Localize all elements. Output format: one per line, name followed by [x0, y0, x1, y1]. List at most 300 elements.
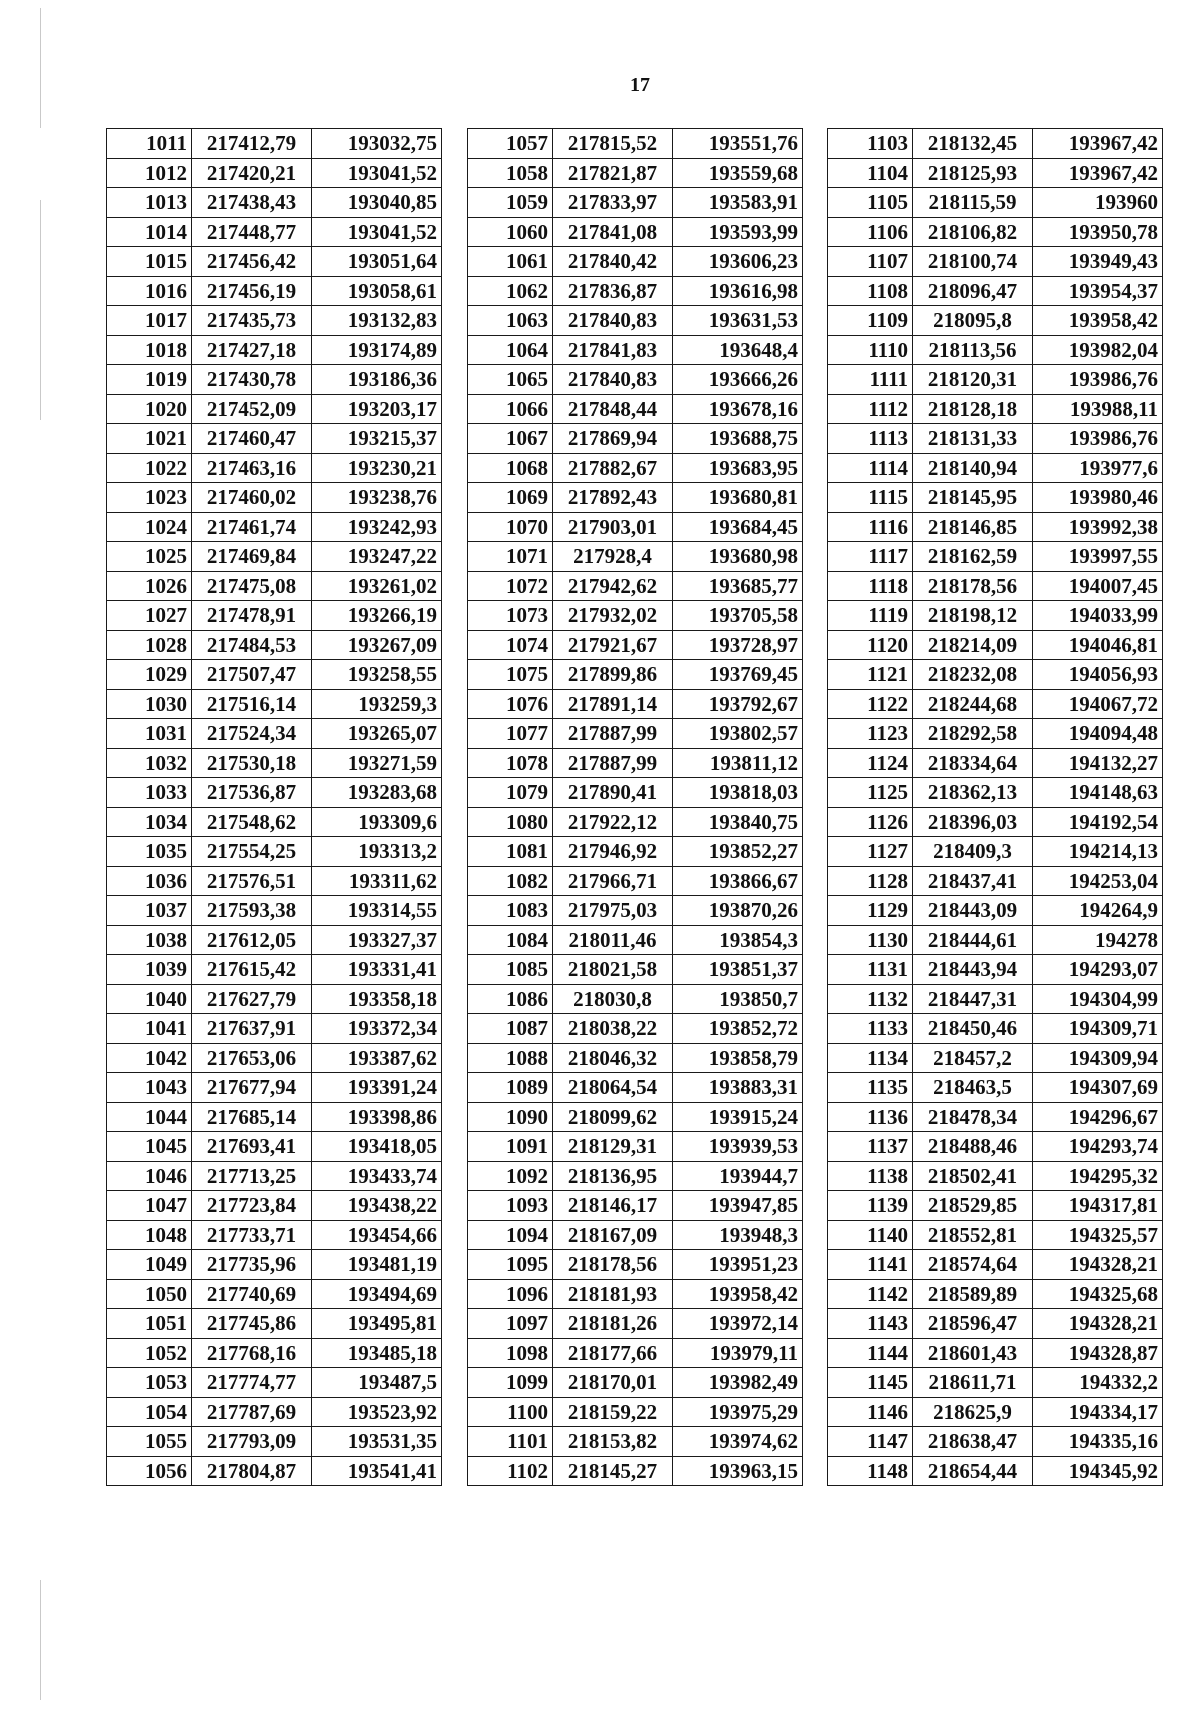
point-number-cell: 1033 — [107, 778, 192, 808]
point-number-cell: 1046 — [107, 1161, 192, 1191]
point-number-cell: 1070 — [468, 512, 553, 542]
table-row — [468, 1397, 803, 1427]
x-coordinate-cell: 217774,77 — [192, 1368, 312, 1398]
table-row — [468, 276, 803, 306]
table-row — [828, 335, 1163, 365]
x-coordinate-cell: 218132,45 — [913, 129, 1033, 159]
point-number-cell: 1127 — [828, 837, 913, 867]
point-number-cell: 1093 — [468, 1191, 553, 1221]
y-coordinate-cell: 193215,37 — [312, 424, 442, 454]
y-coordinate-cell: 193372,34 — [312, 1014, 442, 1044]
x-coordinate-cell: 218038,22 — [553, 1014, 673, 1044]
point-number-cell: 1087 — [468, 1014, 553, 1044]
y-coordinate-cell: 193648,4 — [673, 335, 803, 365]
table-row — [107, 1073, 442, 1103]
table-row — [828, 247, 1163, 277]
table-row — [107, 1132, 442, 1162]
coordinates-table-1 — [106, 128, 442, 1486]
point-number-cell: 1107 — [828, 247, 913, 277]
x-coordinate-cell: 218146,17 — [553, 1191, 673, 1221]
table-row — [828, 807, 1163, 837]
x-coordinate-cell: 217612,05 — [192, 925, 312, 955]
table-row — [107, 1397, 442, 1427]
y-coordinate-cell: 194033,99 — [1033, 601, 1163, 631]
table-row — [828, 1309, 1163, 1339]
point-number-cell: 1125 — [828, 778, 913, 808]
point-number-cell: 1043 — [107, 1073, 192, 1103]
page-number: 17 — [630, 74, 650, 96]
x-coordinate-cell: 218170,01 — [553, 1368, 673, 1398]
table-row — [468, 571, 803, 601]
y-coordinate-cell: 193606,23 — [673, 247, 803, 277]
point-number-cell: 1114 — [828, 453, 913, 483]
x-coordinate-cell: 217478,91 — [192, 601, 312, 631]
table-row — [828, 1368, 1163, 1398]
table-row — [107, 925, 442, 955]
point-number-cell: 1053 — [107, 1368, 192, 1398]
y-coordinate-cell: 194335,16 — [1033, 1427, 1163, 1457]
x-coordinate-cell: 217922,12 — [553, 807, 673, 837]
x-coordinate-cell: 217966,71 — [553, 866, 673, 896]
x-coordinate-cell: 218167,09 — [553, 1220, 673, 1250]
point-number-cell: 1051 — [107, 1309, 192, 1339]
point-number-cell: 1136 — [828, 1102, 913, 1132]
x-coordinate-cell: 217427,18 — [192, 335, 312, 365]
point-number-cell: 1142 — [828, 1279, 913, 1309]
point-number-cell: 1147 — [828, 1427, 913, 1457]
table-row — [828, 1014, 1163, 1044]
point-number-cell: 1020 — [107, 394, 192, 424]
x-coordinate-cell: 218177,66 — [553, 1338, 673, 1368]
x-coordinate-cell: 218198,12 — [913, 601, 1033, 631]
point-number-cell: 1096 — [468, 1279, 553, 1309]
table-row — [468, 306, 803, 336]
point-number-cell: 1034 — [107, 807, 192, 837]
y-coordinate-cell: 193852,27 — [673, 837, 803, 867]
y-coordinate-cell: 193960 — [1033, 188, 1163, 218]
x-coordinate-cell: 218443,09 — [913, 896, 1033, 926]
table-row — [468, 424, 803, 454]
x-coordinate-cell: 217461,74 — [192, 512, 312, 542]
table-row — [828, 129, 1163, 159]
point-number-cell: 1022 — [107, 453, 192, 483]
y-coordinate-cell: 194056,93 — [1033, 660, 1163, 690]
point-number-cell: 1112 — [828, 394, 913, 424]
point-number-cell: 1110 — [828, 335, 913, 365]
x-coordinate-cell: 218232,08 — [913, 660, 1033, 690]
y-coordinate-cell: 193454,66 — [312, 1220, 442, 1250]
y-coordinate-cell: 193852,72 — [673, 1014, 803, 1044]
y-coordinate-cell: 193840,75 — [673, 807, 803, 837]
point-number-cell: 1066 — [468, 394, 553, 424]
x-coordinate-cell: 218011,46 — [553, 925, 673, 955]
y-coordinate-cell: 193858,79 — [673, 1043, 803, 1073]
y-coordinate-cell: 193271,59 — [312, 748, 442, 778]
table-row — [828, 1250, 1163, 1280]
y-coordinate-cell: 193974,62 — [673, 1427, 803, 1457]
point-number-cell: 1145 — [828, 1368, 913, 1398]
table-row — [107, 247, 442, 277]
y-coordinate-cell: 193866,67 — [673, 866, 803, 896]
x-coordinate-cell: 217804,87 — [192, 1456, 312, 1486]
y-coordinate-cell: 193683,95 — [673, 453, 803, 483]
point-number-cell: 1078 — [468, 748, 553, 778]
point-number-cell: 1037 — [107, 896, 192, 926]
x-coordinate-cell: 218529,85 — [913, 1191, 1033, 1221]
table-row — [468, 1014, 803, 1044]
y-coordinate-cell: 193802,57 — [673, 719, 803, 749]
y-coordinate-cell: 194214,13 — [1033, 837, 1163, 867]
y-coordinate-cell: 193058,61 — [312, 276, 442, 306]
x-coordinate-cell: 217793,09 — [192, 1427, 312, 1457]
x-coordinate-cell: 217975,03 — [553, 896, 673, 926]
x-coordinate-cell: 218444,61 — [913, 925, 1033, 955]
point-number-cell: 1067 — [468, 424, 553, 454]
y-coordinate-cell: 193811,12 — [673, 748, 803, 778]
y-coordinate-cell: 193705,58 — [673, 601, 803, 631]
y-coordinate-cell: 193951,23 — [673, 1250, 803, 1280]
point-number-cell: 1131 — [828, 955, 913, 985]
y-coordinate-cell: 194296,67 — [1033, 1102, 1163, 1132]
y-coordinate-cell: 193283,68 — [312, 778, 442, 808]
x-coordinate-cell: 218601,43 — [913, 1338, 1033, 1368]
y-coordinate-cell: 194328,21 — [1033, 1250, 1163, 1280]
table-row — [828, 571, 1163, 601]
point-number-cell: 1090 — [468, 1102, 553, 1132]
point-number-cell: 1106 — [828, 217, 913, 247]
x-coordinate-cell: 218292,58 — [913, 719, 1033, 749]
point-number-cell: 1115 — [828, 483, 913, 513]
x-coordinate-cell: 217787,69 — [192, 1397, 312, 1427]
point-number-cell: 1129 — [828, 896, 913, 926]
table-row — [468, 483, 803, 513]
y-coordinate-cell: 193494,69 — [312, 1279, 442, 1309]
table-row — [828, 1073, 1163, 1103]
y-coordinate-cell: 193982,49 — [673, 1368, 803, 1398]
x-coordinate-cell: 217882,67 — [553, 453, 673, 483]
x-coordinate-cell: 217903,01 — [553, 512, 673, 542]
point-number-cell: 1024 — [107, 512, 192, 542]
y-coordinate-cell: 193313,2 — [312, 837, 442, 867]
table-row — [107, 866, 442, 896]
y-coordinate-cell: 193948,3 — [673, 1220, 803, 1250]
point-number-cell: 1047 — [107, 1191, 192, 1221]
point-number-cell: 1044 — [107, 1102, 192, 1132]
x-coordinate-cell: 218131,33 — [913, 424, 1033, 454]
table-row — [828, 1279, 1163, 1309]
y-coordinate-cell: 193666,26 — [673, 365, 803, 395]
x-coordinate-cell: 217815,52 — [553, 129, 673, 159]
point-number-cell: 1108 — [828, 276, 913, 306]
point-number-cell: 1023 — [107, 483, 192, 513]
x-coordinate-cell: 217713,25 — [192, 1161, 312, 1191]
y-coordinate-cell: 193327,37 — [312, 925, 442, 955]
x-coordinate-cell: 217460,47 — [192, 424, 312, 454]
x-coordinate-cell: 218140,94 — [913, 453, 1033, 483]
point-number-cell: 1144 — [828, 1338, 913, 1368]
y-coordinate-cell: 194334,17 — [1033, 1397, 1163, 1427]
point-number-cell: 1077 — [468, 719, 553, 749]
x-coordinate-cell: 217637,91 — [192, 1014, 312, 1044]
table-row — [107, 276, 442, 306]
point-number-cell: 1029 — [107, 660, 192, 690]
y-coordinate-cell: 193438,22 — [312, 1191, 442, 1221]
table-row — [828, 837, 1163, 867]
table-row — [107, 424, 442, 454]
x-coordinate-cell: 218145,27 — [553, 1456, 673, 1486]
y-coordinate-cell: 193311,62 — [312, 866, 442, 896]
point-number-cell: 1016 — [107, 276, 192, 306]
table-row — [828, 660, 1163, 690]
table-row — [107, 1014, 442, 1044]
x-coordinate-cell: 217869,94 — [553, 424, 673, 454]
point-number-cell: 1080 — [468, 807, 553, 837]
table-row — [107, 837, 442, 867]
point-number-cell: 1039 — [107, 955, 192, 985]
x-coordinate-cell: 217735,96 — [192, 1250, 312, 1280]
x-coordinate-cell: 217593,38 — [192, 896, 312, 926]
y-coordinate-cell: 194148,63 — [1033, 778, 1163, 808]
x-coordinate-cell: 217932,02 — [553, 601, 673, 631]
point-number-cell: 1071 — [468, 542, 553, 572]
point-number-cell: 1102 — [468, 1456, 553, 1486]
point-number-cell: 1063 — [468, 306, 553, 336]
point-number-cell: 1134 — [828, 1043, 913, 1073]
y-coordinate-cell: 193051,64 — [312, 247, 442, 277]
y-coordinate-cell: 193309,6 — [312, 807, 442, 837]
point-number-cell: 1076 — [468, 689, 553, 719]
table-row — [107, 306, 442, 336]
y-coordinate-cell: 193041,52 — [312, 217, 442, 247]
table-row — [468, 1368, 803, 1398]
x-coordinate-cell: 217733,71 — [192, 1220, 312, 1250]
point-number-cell: 1038 — [107, 925, 192, 955]
table-row — [828, 778, 1163, 808]
table-row — [468, 984, 803, 1014]
x-coordinate-cell: 217848,44 — [553, 394, 673, 424]
y-coordinate-cell: 193967,42 — [1033, 158, 1163, 188]
table-row — [828, 1043, 1163, 1073]
x-coordinate-cell: 218099,62 — [553, 1102, 673, 1132]
y-coordinate-cell: 193551,76 — [673, 129, 803, 159]
point-number-cell: 1031 — [107, 719, 192, 749]
y-coordinate-cell: 194067,72 — [1033, 689, 1163, 719]
point-number-cell: 1146 — [828, 1397, 913, 1427]
table-row — [468, 630, 803, 660]
table-row — [468, 896, 803, 926]
table-row — [107, 748, 442, 778]
point-number-cell: 1100 — [468, 1397, 553, 1427]
y-coordinate-cell: 193616,98 — [673, 276, 803, 306]
point-number-cell: 1021 — [107, 424, 192, 454]
table-row — [828, 748, 1163, 778]
x-coordinate-cell: 217469,84 — [192, 542, 312, 572]
x-coordinate-cell: 217627,79 — [192, 984, 312, 1014]
y-coordinate-cell: 193680,81 — [673, 483, 803, 513]
x-coordinate-cell: 218095,8 — [913, 306, 1033, 336]
x-coordinate-cell: 218120,31 — [913, 365, 1033, 395]
y-coordinate-cell: 193559,68 — [673, 158, 803, 188]
y-coordinate-cell: 193850,7 — [673, 984, 803, 1014]
y-coordinate-cell: 193986,76 — [1033, 424, 1163, 454]
x-coordinate-cell: 218574,64 — [913, 1250, 1033, 1280]
y-coordinate-cell: 193982,04 — [1033, 335, 1163, 365]
y-coordinate-cell: 193954,37 — [1033, 276, 1163, 306]
y-coordinate-cell: 193688,75 — [673, 424, 803, 454]
x-coordinate-cell: 218145,95 — [913, 483, 1033, 513]
point-number-cell: 1084 — [468, 925, 553, 955]
table-row — [468, 1427, 803, 1457]
y-coordinate-cell: 193631,53 — [673, 306, 803, 336]
y-coordinate-cell: 194345,92 — [1033, 1456, 1163, 1486]
y-coordinate-cell: 193242,93 — [312, 512, 442, 542]
x-coordinate-cell: 217420,21 — [192, 158, 312, 188]
y-coordinate-cell: 194325,57 — [1033, 1220, 1163, 1250]
table-row — [468, 601, 803, 631]
table-row — [468, 542, 803, 572]
point-number-cell: 1060 — [468, 217, 553, 247]
table-row — [107, 365, 442, 395]
point-number-cell: 1085 — [468, 955, 553, 985]
y-coordinate-cell: 193939,53 — [673, 1132, 803, 1162]
x-coordinate-cell: 217768,16 — [192, 1338, 312, 1368]
point-number-cell: 1079 — [468, 778, 553, 808]
point-number-cell: 1082 — [468, 866, 553, 896]
y-coordinate-cell: 193331,41 — [312, 955, 442, 985]
x-coordinate-cell: 218450,46 — [913, 1014, 1033, 1044]
x-coordinate-cell: 217891,14 — [553, 689, 673, 719]
y-coordinate-cell: 193949,43 — [1033, 247, 1163, 277]
table-row — [468, 188, 803, 218]
point-number-cell: 1030 — [107, 689, 192, 719]
point-number-cell: 1075 — [468, 660, 553, 690]
point-number-cell: 1028 — [107, 630, 192, 660]
table-row — [468, 365, 803, 395]
y-coordinate-cell: 193523,92 — [312, 1397, 442, 1427]
y-coordinate-cell: 194293,07 — [1033, 955, 1163, 985]
table-row — [107, 630, 442, 660]
y-coordinate-cell: 193418,05 — [312, 1132, 442, 1162]
y-coordinate-cell: 194094,48 — [1033, 719, 1163, 749]
y-coordinate-cell: 194293,74 — [1033, 1132, 1163, 1162]
y-coordinate-cell: 194307,69 — [1033, 1073, 1163, 1103]
table-row — [468, 689, 803, 719]
point-number-cell: 1011 — [107, 129, 192, 159]
x-coordinate-cell: 218488,46 — [913, 1132, 1033, 1162]
x-coordinate-cell: 218181,26 — [553, 1309, 673, 1339]
y-coordinate-cell: 193684,45 — [673, 512, 803, 542]
table-row — [828, 719, 1163, 749]
y-coordinate-cell: 194309,71 — [1033, 1014, 1163, 1044]
y-coordinate-cell: 193358,18 — [312, 984, 442, 1014]
y-coordinate-cell: 193870,26 — [673, 896, 803, 926]
point-number-cell: 1025 — [107, 542, 192, 572]
scan-margin-line — [40, 1580, 41, 1700]
y-coordinate-cell: 193980,46 — [1033, 483, 1163, 513]
y-coordinate-cell: 193261,02 — [312, 571, 442, 601]
y-coordinate-cell: 193972,14 — [673, 1309, 803, 1339]
x-coordinate-cell: 217430,78 — [192, 365, 312, 395]
table-row — [468, 453, 803, 483]
x-coordinate-cell: 218021,58 — [553, 955, 673, 985]
y-coordinate-cell: 193792,67 — [673, 689, 803, 719]
x-coordinate-cell: 217524,34 — [192, 719, 312, 749]
point-number-cell: 1068 — [468, 453, 553, 483]
point-number-cell: 1069 — [468, 483, 553, 513]
x-coordinate-cell: 217456,19 — [192, 276, 312, 306]
x-coordinate-cell: 217460,02 — [192, 483, 312, 513]
table-row — [828, 984, 1163, 1014]
table-row — [107, 955, 442, 985]
y-coordinate-cell: 193593,99 — [673, 217, 803, 247]
point-number-cell: 1081 — [468, 837, 553, 867]
table-row — [828, 925, 1163, 955]
point-number-cell: 1123 — [828, 719, 913, 749]
x-coordinate-cell: 217530,18 — [192, 748, 312, 778]
table-row — [468, 1250, 803, 1280]
table-row — [828, 276, 1163, 306]
y-coordinate-cell: 193950,78 — [1033, 217, 1163, 247]
table-row — [107, 689, 442, 719]
y-coordinate-cell: 193944,7 — [673, 1161, 803, 1191]
x-coordinate-cell: 218159,22 — [553, 1397, 673, 1427]
table-row — [828, 1427, 1163, 1457]
x-coordinate-cell: 218106,82 — [913, 217, 1033, 247]
y-coordinate-cell: 194278 — [1033, 925, 1163, 955]
point-number-cell: 1062 — [468, 276, 553, 306]
y-coordinate-cell: 193854,3 — [673, 925, 803, 955]
table-row — [468, 1279, 803, 1309]
table-row — [828, 955, 1163, 985]
y-coordinate-cell: 193992,38 — [1033, 512, 1163, 542]
point-number-cell: 1117 — [828, 542, 913, 572]
y-coordinate-cell: 193883,31 — [673, 1073, 803, 1103]
y-coordinate-cell: 193186,36 — [312, 365, 442, 395]
x-coordinate-cell: 217841,83 — [553, 335, 673, 365]
point-number-cell: 1139 — [828, 1191, 913, 1221]
table-row — [107, 1102, 442, 1132]
point-number-cell: 1012 — [107, 158, 192, 188]
x-coordinate-cell: 217693,41 — [192, 1132, 312, 1162]
table-row — [107, 483, 442, 513]
y-coordinate-cell: 193266,19 — [312, 601, 442, 631]
point-number-cell: 1095 — [468, 1250, 553, 1280]
y-coordinate-cell: 193851,37 — [673, 955, 803, 985]
table-row — [828, 1132, 1163, 1162]
y-coordinate-cell: 194192,54 — [1033, 807, 1163, 837]
point-number-cell: 1074 — [468, 630, 553, 660]
table-row — [468, 1191, 803, 1221]
x-coordinate-cell: 218362,13 — [913, 778, 1033, 808]
x-coordinate-cell: 218638,47 — [913, 1427, 1033, 1457]
x-coordinate-cell: 218146,85 — [913, 512, 1033, 542]
point-number-cell: 1109 — [828, 306, 913, 336]
table-row — [107, 1338, 442, 1368]
table-row — [828, 630, 1163, 660]
x-coordinate-cell: 217438,43 — [192, 188, 312, 218]
x-coordinate-cell: 218128,18 — [913, 394, 1033, 424]
y-coordinate-cell: 194046,81 — [1033, 630, 1163, 660]
x-coordinate-cell: 218334,64 — [913, 748, 1033, 778]
point-number-cell: 1015 — [107, 247, 192, 277]
table-row — [828, 365, 1163, 395]
point-number-cell: 1052 — [107, 1338, 192, 1368]
y-coordinate-cell: 193230,21 — [312, 453, 442, 483]
table-row — [828, 306, 1163, 336]
table-row — [107, 158, 442, 188]
x-coordinate-cell: 217892,43 — [553, 483, 673, 513]
x-coordinate-cell: 218463,5 — [913, 1073, 1033, 1103]
